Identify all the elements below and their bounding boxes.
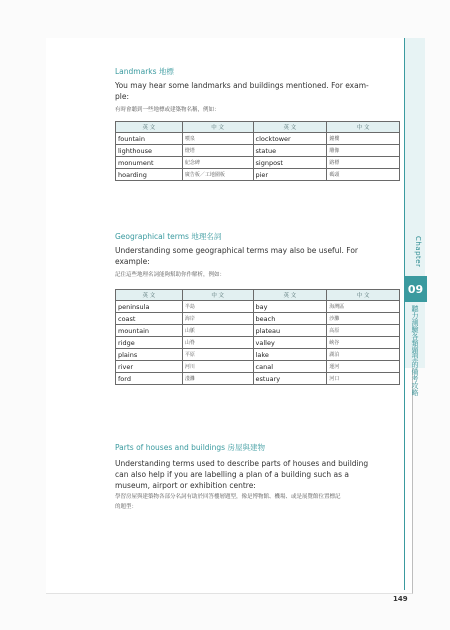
table-cell: bay <box>253 301 327 313</box>
table-cell: 路標 <box>327 157 400 169</box>
table-cell: river <box>116 361 183 373</box>
table-cell: plateau <box>253 325 327 337</box>
table-cell: ford <box>116 373 183 385</box>
table-cell: valley <box>253 337 327 349</box>
houses-body-zh1: 學習房屋與建築物各部分名詞有助於回答樓層題型，像是博物館、機場、或是展覽館位置標記 <box>115 494 341 500</box>
table-header: 中 文 <box>182 122 253 133</box>
table-cell: 燈塔 <box>182 145 253 157</box>
table-cell: pier <box>253 169 327 181</box>
table-cell: 鐘樓 <box>327 133 400 145</box>
landmarks-heading: Landmarks 地標 <box>115 67 174 76</box>
geography-table <box>115 289 400 385</box>
table-cell: clocktower <box>253 133 327 145</box>
table-cell: canal <box>253 361 327 373</box>
geography-heading: Geographical terms 地理名詞 <box>115 232 222 241</box>
houses-body-line3: museum, airport or exhibition centre: <box>115 481 256 490</box>
table-cell: mountain <box>116 325 183 337</box>
table-header: 英 文 <box>253 122 327 133</box>
table-header: 英 文 <box>116 122 183 133</box>
table-cell: lake <box>253 349 327 361</box>
table-cell: coast <box>116 313 183 325</box>
chapter-title: 聽力測驗各類題型的備考攻略 <box>411 305 419 396</box>
table-header: 中 文 <box>327 290 400 301</box>
table-cell: hoarding <box>116 169 183 181</box>
table-cell: 淺灘 <box>182 373 253 385</box>
table-cell: 湖泊 <box>327 349 400 361</box>
table-row <box>116 337 400 349</box>
table-header: 英 文 <box>253 290 327 301</box>
table-cell: 紀念碑 <box>182 157 253 169</box>
table-row <box>116 157 400 169</box>
chapter-side-rule <box>404 38 405 590</box>
geography-body-zh: 記住這些地理名詞能夠幫助你作解析，例如： <box>115 272 226 278</box>
table-cell: 噴泉 <box>182 133 253 145</box>
page-number: 149 <box>393 595 408 603</box>
houses-heading: Parts of houses and buildings 房屋與建物 <box>115 443 265 452</box>
table-cell: 碼頭 <box>327 169 400 181</box>
table-cell: 高原 <box>327 325 400 337</box>
table-cell: 海灣區 <box>327 301 400 313</box>
table-cell: 河口 <box>327 373 400 385</box>
table-cell: 半島 <box>182 301 253 313</box>
table-row <box>116 373 400 385</box>
table-cell: 山脊 <box>182 337 253 349</box>
table-cell: fountain <box>116 133 183 145</box>
table-row <box>116 145 400 157</box>
table-row <box>116 361 400 373</box>
table-row <box>116 301 400 313</box>
table-cell: lighthouse <box>116 145 183 157</box>
table-cell: 山脈 <box>182 325 253 337</box>
houses-body-zh2: 的題型： <box>115 504 138 510</box>
table-cell: 運河 <box>327 361 400 373</box>
landmarks-table <box>115 121 400 181</box>
table-header: 中 文 <box>327 122 400 133</box>
table-cell: estuary <box>253 373 327 385</box>
table-cell: 雕像 <box>327 145 400 157</box>
table-cell: 平原 <box>182 349 253 361</box>
landmarks-body-line2: ple: <box>115 92 129 101</box>
table-cell: plains <box>116 349 183 361</box>
table-cell: signpost <box>253 157 327 169</box>
table-row <box>116 349 400 361</box>
table-cell: statue <box>253 145 327 157</box>
table-cell: 河川 <box>182 361 253 373</box>
table-row <box>116 169 400 181</box>
table-cell: monument <box>116 157 183 169</box>
table-cell: beach <box>253 313 327 325</box>
geography-body-line2: example: <box>115 257 150 266</box>
geography-body-line1: Understanding some geographical terms may also be useful. For <box>115 246 359 255</box>
table-header: 英 文 <box>116 290 183 301</box>
table-cell: 海岸 <box>182 313 253 325</box>
landmarks-body-zh: 有時會聽到一些地標或建築物名稱，例如： <box>115 107 220 113</box>
houses-body-line2: can also help if you are labelling a plan of a building such as a <box>115 470 349 479</box>
table-row <box>116 313 400 325</box>
table-cell: 沙灘 <box>327 313 400 325</box>
table-row <box>116 133 400 145</box>
table-cell: 峽谷 <box>327 337 400 349</box>
houses-body-line1: Understanding terms used to describe parts of houses and building <box>115 459 369 468</box>
table-cell: ridge <box>116 337 183 349</box>
table-row <box>116 325 400 337</box>
table-header: 中 文 <box>182 290 253 301</box>
chapter-label: Chapter <box>414 236 422 268</box>
chapter-number: 09 <box>404 276 427 302</box>
table-cell: 廣告板／工地圍板 <box>182 169 253 181</box>
table-cell: peninsula <box>116 301 183 313</box>
landmarks-body-line1: You may hear some landmarks and buildings mentioned. For exam- <box>115 81 369 90</box>
